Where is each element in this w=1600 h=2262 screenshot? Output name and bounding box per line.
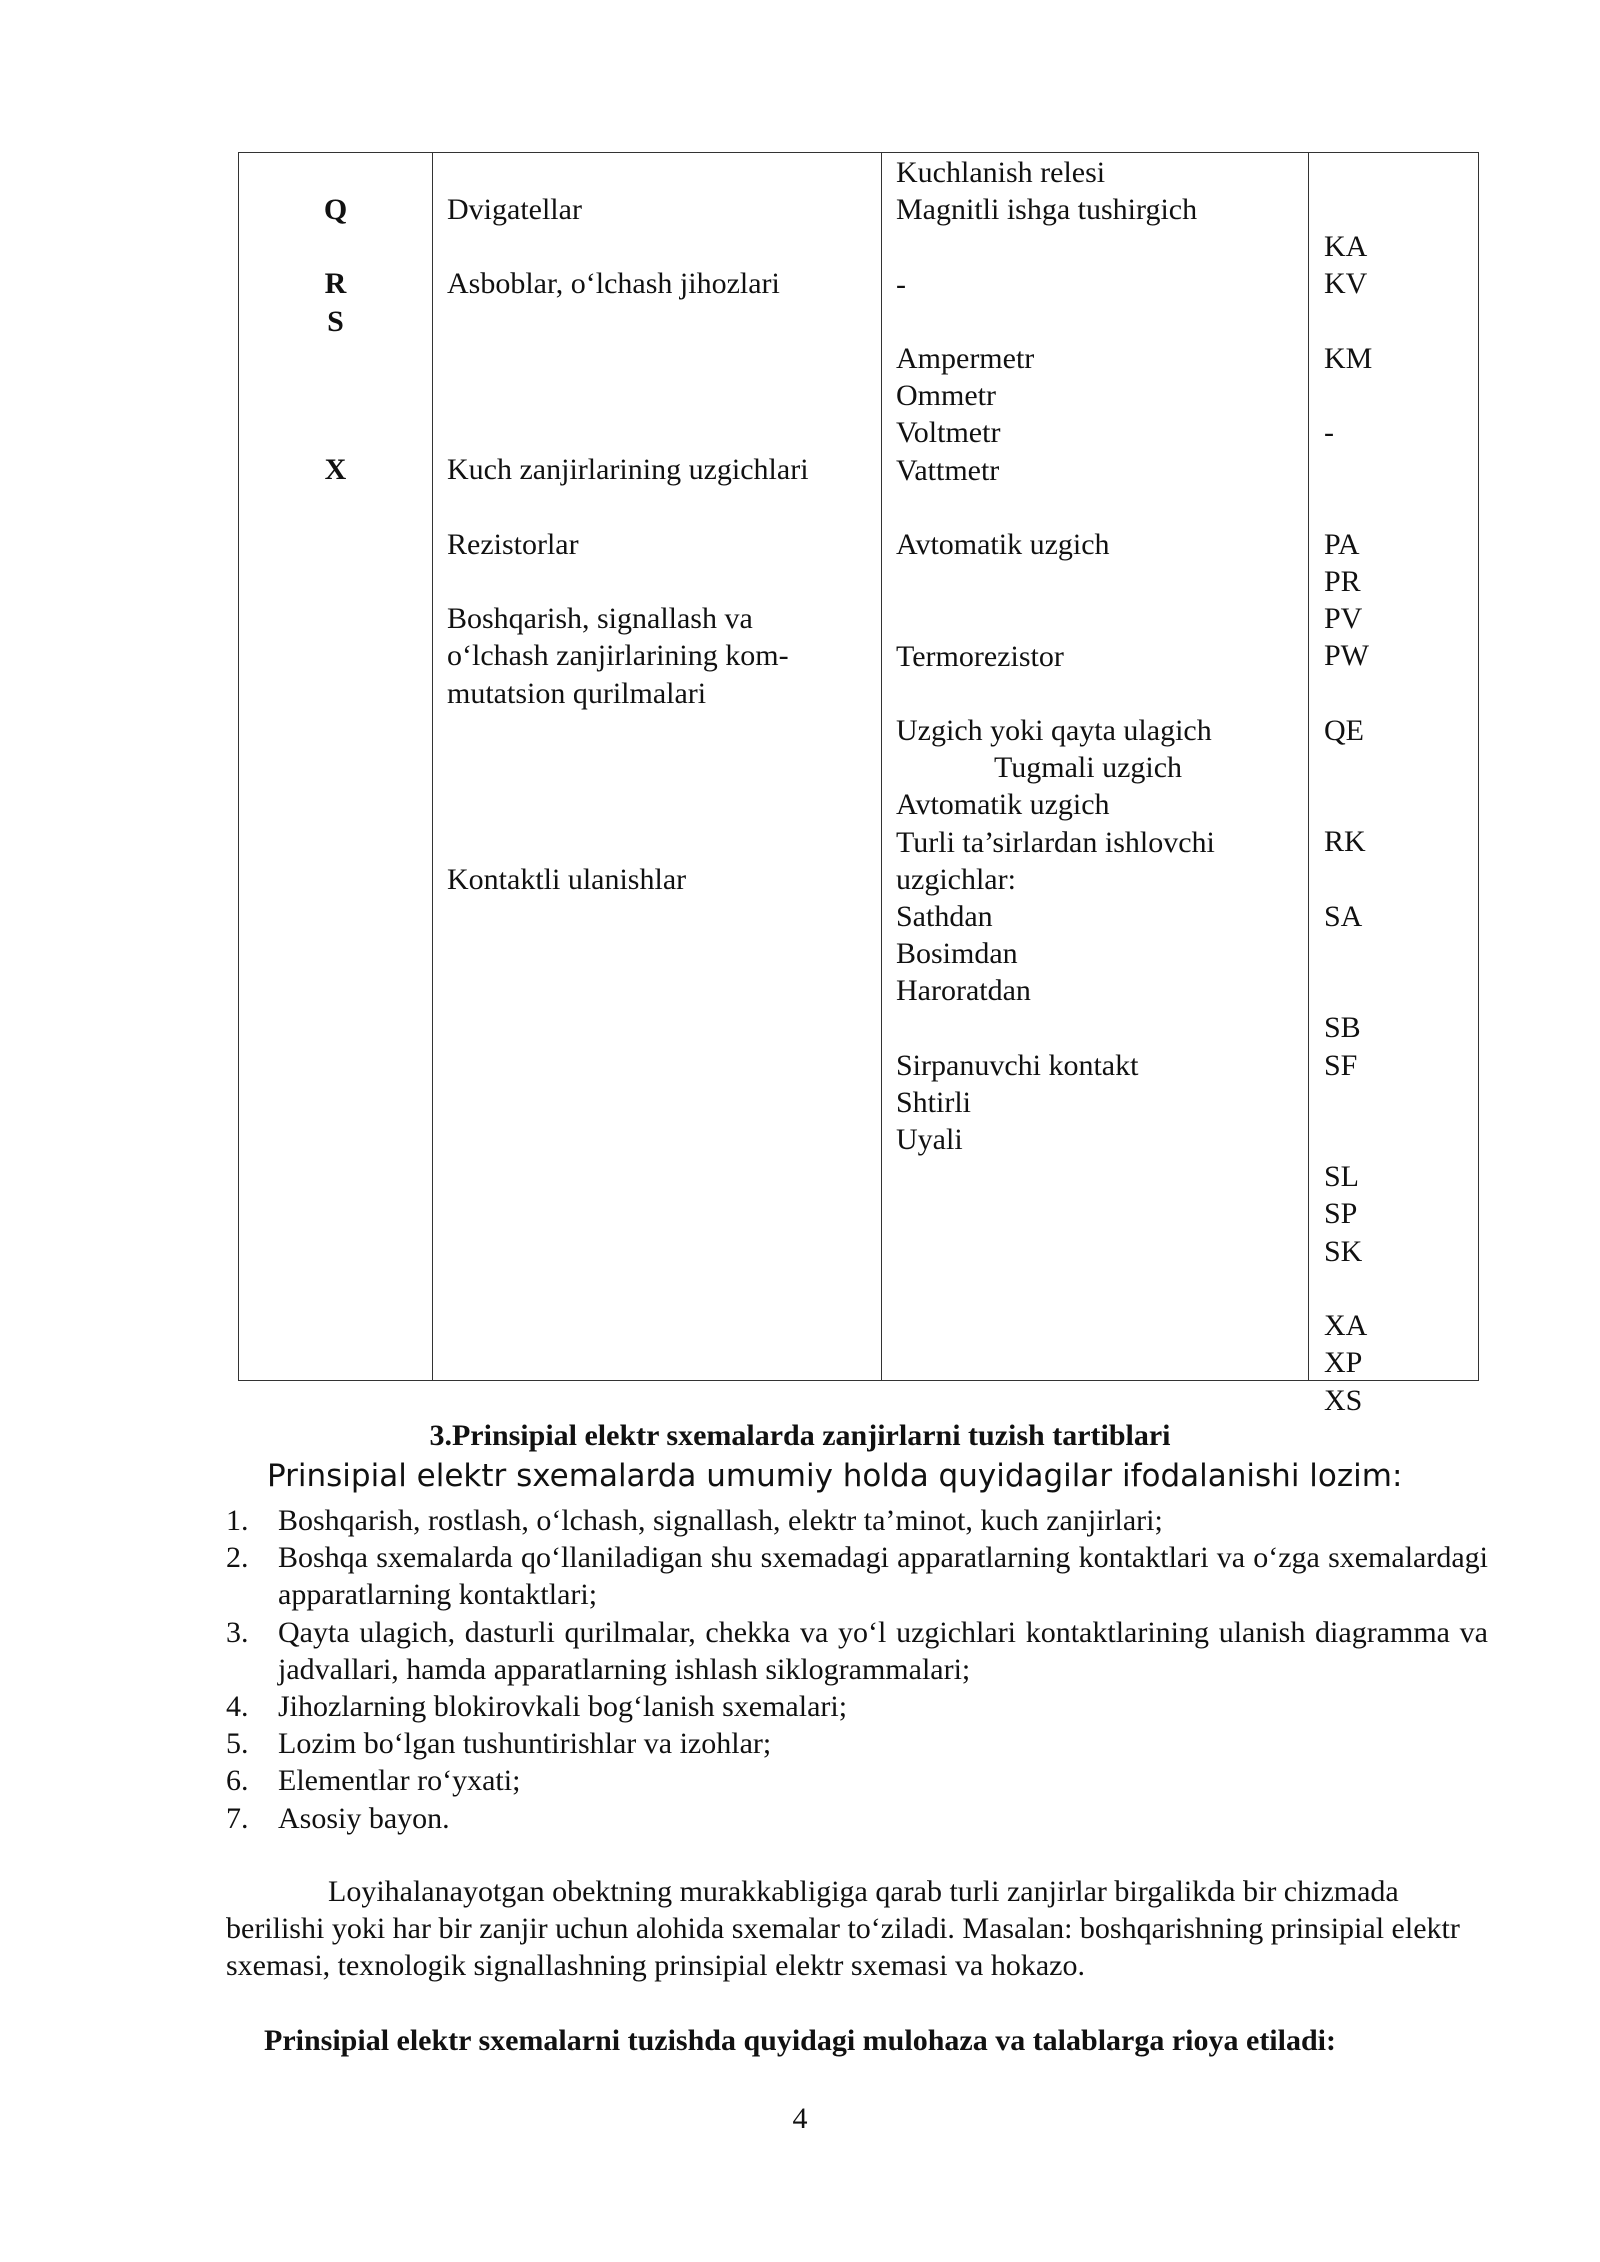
table-cell-line: [239, 228, 432, 265]
table-cell-line: [896, 228, 1215, 265]
list-item-number: 6.: [226, 1764, 249, 1798]
table-cell-line: X: [324, 453, 347, 487]
table-cell-line: SA: [1324, 899, 1363, 933]
table-cell-line: [239, 414, 432, 451]
list-item-number: 1.: [226, 1504, 249, 1537]
table-cell-line: [896, 1010, 1215, 1047]
table-cell-line: Uyali: [896, 1123, 963, 1157]
table-cell-line: [1324, 1121, 1372, 1158]
table-cell-line: Voltmetr: [896, 416, 1001, 450]
requirements-list: [226, 1502, 1488, 1837]
table-cell-line: [447, 712, 809, 749]
list-item-text: Boshqarish, rostlash, o‘lchash, signallash, elektr ta’minot, kuch zanjirlari;: [278, 1504, 1163, 1537]
table-cell-line: [239, 377, 432, 414]
table-cell-line: [239, 340, 432, 377]
table-cell-line: Bosimdan: [896, 937, 1018, 971]
designation-table: [238, 152, 1479, 1417]
table-cell-line: Uzgich yoki qayta ulagich: [896, 714, 1212, 748]
table-cell-line: SK: [1324, 1234, 1363, 1268]
table-cell-line: PA: [1324, 527, 1360, 561]
list-item: [226, 1502, 1488, 1539]
table-cell-line: Turli ta’sirlardan ishlovchi: [896, 825, 1215, 859]
table-cell-line: Kuch zanjirlarining uzgichlari: [447, 453, 809, 487]
table-cell-line: Kuchlanish relesi: [896, 156, 1106, 189]
table-cell-line: [1324, 489, 1372, 526]
table-cell-line: [896, 675, 1215, 712]
body-paragraph: Loyihalanayotgan obektning murakkabligiga qarab turli zanjirlar birgalikda bir chizmada berilishi yoki har bir zanjir uchun alohida sxemalar to‘ziladi. Masalan: boshqarishning prinsipial elektr sxemasi, texnologik signallashning prinsipial elektr sxemasi va hokazo.: [226, 1875, 1460, 1983]
table-cell-line: PV: [1324, 602, 1363, 636]
table-cell-line: R: [324, 267, 347, 301]
table-cell-line: Termorezistor: [896, 639, 1064, 673]
list-item-text: Jihozlarning blokirovkali bog‘lanish sxemalari;: [278, 1690, 848, 1724]
table-cell-line: [896, 489, 1215, 526]
table-cell-line: Sathdan: [896, 900, 993, 934]
table-cell-line: [1324, 749, 1372, 786]
table-cell-line: Tugmali uzgich: [994, 751, 1183, 785]
table-cell-line: Avtomatik uzgich: [896, 788, 1110, 822]
table-cell-line: KV: [1324, 267, 1368, 301]
list-item: [226, 1800, 1488, 1837]
table-cell-line: [1324, 191, 1372, 228]
table-cell-line: [447, 749, 809, 786]
table-cell-line: Q: [323, 193, 348, 226]
list-item-number: 7.: [226, 1801, 249, 1835]
table-cell-line: [447, 340, 809, 377]
table-cell-line: [1324, 972, 1372, 1009]
section-heading: 3.Prinsipial elektr sxemalarda zanjirlarni tuzish tartiblari: [429, 1419, 1171, 1452]
table-column-device-group: [447, 191, 809, 898]
table-cell-line: [447, 414, 809, 451]
list-item-text: Boshqa sxemalarda qo‘llaniladigan shu sxemadagi apparatlarning kontaktlari va o‘zga sxemalardagi apparatlarning kontaktlari;: [278, 1541, 1488, 1612]
table-cell-line: SL: [1324, 1160, 1360, 1194]
table-cell-line: Shtirli: [896, 1086, 972, 1120]
table-cell-line: Rezistorlar: [447, 527, 579, 561]
table-cell-line: [1324, 935, 1372, 972]
table-cell-line: PW: [1324, 639, 1369, 673]
table-cell-line: [447, 823, 809, 860]
list-item-number: 4.: [226, 1690, 249, 1724]
list-item-text: Asosiy bayon.: [278, 1801, 450, 1835]
table-cell-line: [447, 563, 809, 600]
table-cell-line: SF: [1324, 1048, 1358, 1082]
table-cell-line: Vattmetr: [896, 453, 1000, 487]
table-cell-line: Magnitli ishga tushirgich: [896, 193, 1198, 227]
table-cell-line: [1324, 786, 1372, 823]
list-item-number: 5.: [226, 1727, 249, 1761]
table-cell-line: [1324, 451, 1372, 488]
table-cell-line: [896, 303, 1215, 340]
bold-statement: Prinsipial elektr sxemalarni tuzishda quyidagi mulohaza va talablarga rioya etiladi:: [264, 2024, 1336, 2057]
table-cell-line: [1324, 1270, 1372, 1307]
list-item: [226, 1762, 1488, 1799]
table-cell-line: [447, 228, 809, 265]
list-item: [226, 1614, 1488, 1688]
table-cell-line: [447, 786, 809, 823]
table-cell-line: [447, 303, 809, 340]
table-cell-line: Sirpanuvchi kontakt: [896, 1048, 1139, 1082]
table-cell-line: [1324, 303, 1372, 340]
table-cell-line: Ommetr: [896, 379, 996, 413]
list-item: [226, 1539, 1488, 1613]
table-cell-line: SP: [1324, 1197, 1358, 1231]
table-cell-line: [896, 563, 1215, 600]
table-divider: [432, 153, 433, 1380]
table-column-code: [1324, 191, 1372, 1419]
table-cell-line: PR: [1324, 565, 1361, 599]
list-item-number: 2.: [226, 1541, 249, 1575]
table-cell-line: o‘lchash zanjirlarining kom-: [447, 639, 789, 673]
list-item-text: Qayta ulagich, dasturli qurilmalar, chekka va yo‘l uzgichlari kontaktlarining ulanish diagramma va jadvallari, hamda apparatlarning ishlash siklogrammalari;: [278, 1615, 1488, 1686]
table-divider: [881, 153, 882, 1380]
table-cell-line: KM: [1324, 341, 1373, 375]
table-cell-line: Dvigatellar: [447, 193, 582, 226]
list-item-text: Elementlar ro‘yxati;: [278, 1764, 521, 1798]
table-cell-line: [896, 600, 1215, 637]
table-cell-line: -: [896, 267, 906, 301]
table-cell-line: QE: [1324, 713, 1364, 747]
list-item-text: Lozim bo‘lgan tushuntirishlar va izohlar;: [278, 1727, 772, 1761]
table-cell-line: [1324, 675, 1372, 712]
table-cell-line: Haroratdan: [896, 974, 1031, 1008]
table-cell-line: [1324, 377, 1372, 414]
table-cell-line: Asboblar, o‘lchash jihozlari: [447, 267, 780, 301]
table-cell-line: [447, 377, 809, 414]
table-cell-line: Ampermetr: [896, 342, 1035, 376]
list-item: [226, 1688, 1488, 1725]
table-cell-line: XP: [1324, 1346, 1363, 1380]
table-cell-line: [1324, 1084, 1372, 1121]
table-cell-line: -: [1324, 416, 1334, 450]
list-item-number: 3.: [226, 1615, 249, 1649]
table-cell-line: uzgichlar:: [896, 862, 1016, 896]
page-number: 4: [792, 2102, 808, 2135]
intro-text: Prinsipial elektr sxemalarda umumiy holda quyidagilar ifodalanishi lozim:: [267, 1458, 1403, 1494]
list-item: [226, 1725, 1488, 1762]
table-cell-line: Kontaktli ulanishlar: [447, 862, 687, 896]
table-column-device-type: [896, 154, 1215, 1158]
table-cell-line: [1324, 861, 1372, 898]
table-cell-line: XA: [1324, 1309, 1368, 1343]
table-cell-line: Boshqarish, signallash va: [447, 602, 753, 636]
table-cell-line: RK: [1324, 825, 1366, 859]
table-column-letter: [239, 191, 432, 489]
table-cell-line: [447, 489, 809, 526]
table-cell-line: Avtomatik uzgich: [896, 528, 1110, 562]
table-cell-line: XS: [1324, 1383, 1363, 1417]
table-cell-line: SB: [1324, 1011, 1361, 1045]
table-cell-line: S: [327, 304, 344, 338]
table-divider: [1308, 153, 1309, 1380]
table-cell-line: KA: [1324, 230, 1368, 264]
table-cell-line: mutatsion qurilmalari: [447, 676, 707, 710]
